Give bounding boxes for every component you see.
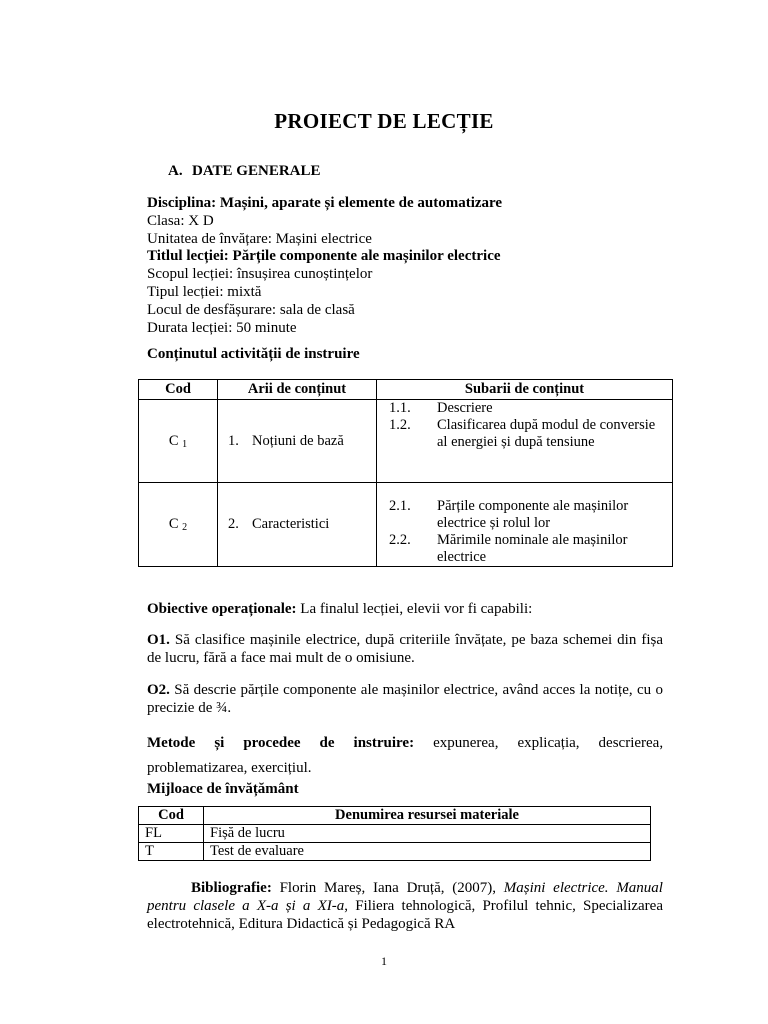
header-cod: Cod [139,807,204,825]
bibliography-rest: , Filiera tehnologică, Profilul tehnic, Specializarea electrotehnică, Editura Didactică și Pedagogică RA [147,898,663,932]
bibliography [147,879,663,933]
resource-cod: T [139,843,204,861]
o1-label: O1. [147,632,170,648]
arie-cell [218,400,377,483]
subarii-list [377,498,672,566]
lesson-purpose-line: Scopul lecției: însușirea cunoștințelor [147,266,373,283]
list-item [377,498,672,532]
resource-name: Test de evaluare [204,843,651,861]
list-item [377,532,672,566]
class-line: Clasa: X D [147,212,214,229]
methods-paragraph [147,731,663,781]
table-row [139,400,673,483]
methods-word: instruire: [353,735,415,751]
list-item [377,400,672,417]
table-row [139,483,673,567]
subarie-number: 1.2. [389,417,411,433]
general-data [147,195,502,337]
subarii-list [377,400,672,451]
objectives-intro [147,600,663,618]
header-cod: Cod [139,380,218,400]
lesson-title-line: Titlul lecției: Părțile componente ale mașinilor electrice [147,248,501,265]
methods-word: explicația, [517,735,580,751]
methods-line-1 [147,731,663,756]
o2-label: O2. [147,682,170,698]
table-row [139,843,651,861]
arie-number: 2. [228,516,239,532]
header-subarii: Subarii de conținut [377,380,673,400]
objectives-label: Obiective operaționale: [147,601,297,617]
cod-text: C [168,432,179,449]
arie-number: 1. [228,432,239,449]
objective-o2 [147,681,663,717]
content-table [138,379,673,567]
methods-word: descrierea, [598,735,664,751]
subarie-number: 2.1. [389,498,411,514]
methods-word: și [214,735,225,751]
subarie-text: Clasificarea după modul de conversie al energiei și după tensiune [437,417,656,450]
content-section-title: Conținutul activității de instruire [147,346,360,362]
subarie-text: Părțile componente ale mașinilor electrice și rolul lor [437,498,629,531]
page-title: PROIECT DE LECȚIE [274,109,494,133]
table-row [139,825,651,843]
learning-unit-line: Unitatea de învățare: Mașini electrice [147,230,372,247]
resources-table [138,806,651,861]
methods-word: procedee [243,735,301,751]
objective-o1 [147,631,663,667]
methods-word: Metode [147,735,196,751]
cod-subscript: 1 [182,438,188,450]
cod-subscript: 2 [182,522,188,533]
subarie-text: Descriere [437,400,493,416]
bibliography-book: Mașini electrice. Manual pentru clasele a X-a și a XI-a [147,880,663,914]
resources-title: Mijloace de învățământ [147,781,299,797]
subarii-cell [377,400,673,483]
subarie-number: 2.2. [389,532,411,548]
bibliography-label: Bibliografie: [191,880,272,896]
header-resource-name: Denumirea resursei materiale [204,807,651,825]
o2-text: Să descrie părțile componente ale mașinilor electrice, având acces la notițe, cu o precizie de ¾. [147,682,663,716]
header-arii: Arii de conținut [218,380,377,400]
arie-cell [218,483,377,567]
resource-name: Fișă de lucru [204,825,651,843]
subarie-text: Mărimile nominale ale mașinilor electrice [437,532,628,565]
bibliography-authors: Florin Mareș, Iana Druță, (2007), [271,880,504,896]
lesson-type-line: Tipul lecției: mixtă [147,283,262,300]
arie-text: Caracteristici [252,516,330,532]
subarii-cell [377,483,673,567]
content-table-header [139,380,673,400]
list-item [377,417,672,451]
cod-cell [139,400,218,483]
methods-line-2: problematizarea, exercițiul. [147,760,312,776]
section-a-number: A. [168,163,183,179]
page-number: 1 [381,954,387,968]
methods-word: de [319,735,335,751]
objectives-text: La finalul lecției, elevii vor fi capabili: [296,601,533,617]
methods-word: expunerea, [433,735,499,751]
cod-text: C [168,516,179,532]
o1-text: Să clasifice mașinile electrice, după criteriile învățate, pe baza schemei din fișa de lucru, fără a face mai mult de o omisiune. [147,632,663,666]
location-line: Locul de desfășurare: sala de clasă [147,301,355,318]
resources-table-header [139,807,651,825]
arie-text: Noțiuni de bază [252,432,344,449]
section-a-heading [168,163,321,180]
discipline-line: Disciplina: Mașini, aparate și elemente de automatizare [147,195,503,211]
section-a-label: DATE GENERALE [192,163,321,179]
cod-cell [139,483,218,567]
subarie-number: 1.1. [389,400,411,416]
duration-line: Durata lecției: 50 minute [147,319,297,336]
resource-cod: FL [139,825,204,843]
